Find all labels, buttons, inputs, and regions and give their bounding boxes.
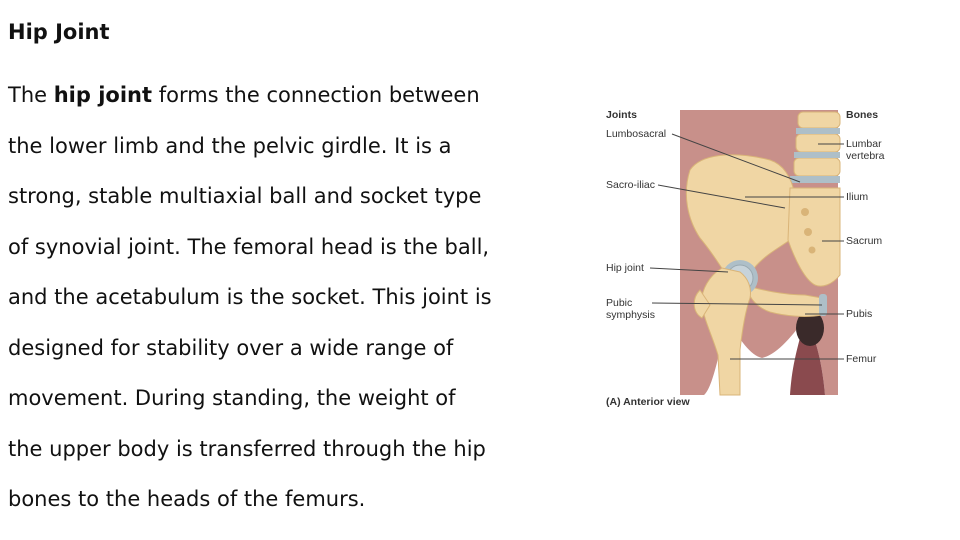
text-segment: The (8, 83, 54, 107)
text-segment: forms the connection between (152, 83, 480, 107)
label-pubic-symphysis: Pubic (606, 297, 633, 309)
lumbar-vertebra-shape (798, 112, 840, 128)
intervertebral-disc (794, 152, 840, 158)
label-lumbosacral: Lumbosacral (606, 128, 667, 140)
lumbar-vertebra-shape (794, 158, 840, 176)
text-line: the lower limb and the pelvic girdle. It is a (8, 133, 452, 158)
text-line: and the acetabulum is the socket. This joint is (8, 285, 492, 309)
slide-title: Hip Joint (8, 20, 110, 44)
intervertebral-disc (796, 128, 840, 134)
text-line: designed for stability over a wide range of (8, 335, 454, 360)
label-lumbar-vertebra: vertebra (846, 150, 885, 162)
label-femur: Femur (846, 353, 877, 365)
text-line: of synovial joint. The femoral head is the ball, (8, 234, 490, 259)
hip-anatomy-illustration (600, 100, 900, 420)
label-pubic-symphysis: symphysis (606, 309, 656, 321)
text-line: the upper body is transferred through the hip (8, 436, 486, 461)
label-lumbar-vertebra: Lumbar (846, 138, 882, 150)
text-line: movement. During standing, the weight of (8, 386, 456, 410)
label-hip-joint: Hip joint (606, 262, 644, 274)
body-paragraph (8, 70, 548, 525)
label-sacrum: Sacrum (846, 235, 883, 247)
bones-header: Bones (846, 109, 879, 121)
hip-anatomy-figure (600, 100, 900, 420)
label-pubis: Pubis (846, 308, 873, 320)
text-line: bones to the heads of the femurs. (8, 487, 366, 511)
figure-caption: (A) Anterior view (606, 396, 690, 408)
label-ilium: Ilium (846, 191, 869, 203)
lumbar-vertebra-shape (796, 134, 840, 152)
intervertebral-disc (790, 176, 840, 183)
bold-term: hip joint (53, 83, 153, 107)
text-line (8, 70, 548, 121)
joints-header: Joints (606, 109, 637, 121)
text-line: strong, stable multiaxial ball and socket type (8, 184, 482, 208)
label-sacro-iliac: Sacro-iliac (606, 179, 656, 191)
